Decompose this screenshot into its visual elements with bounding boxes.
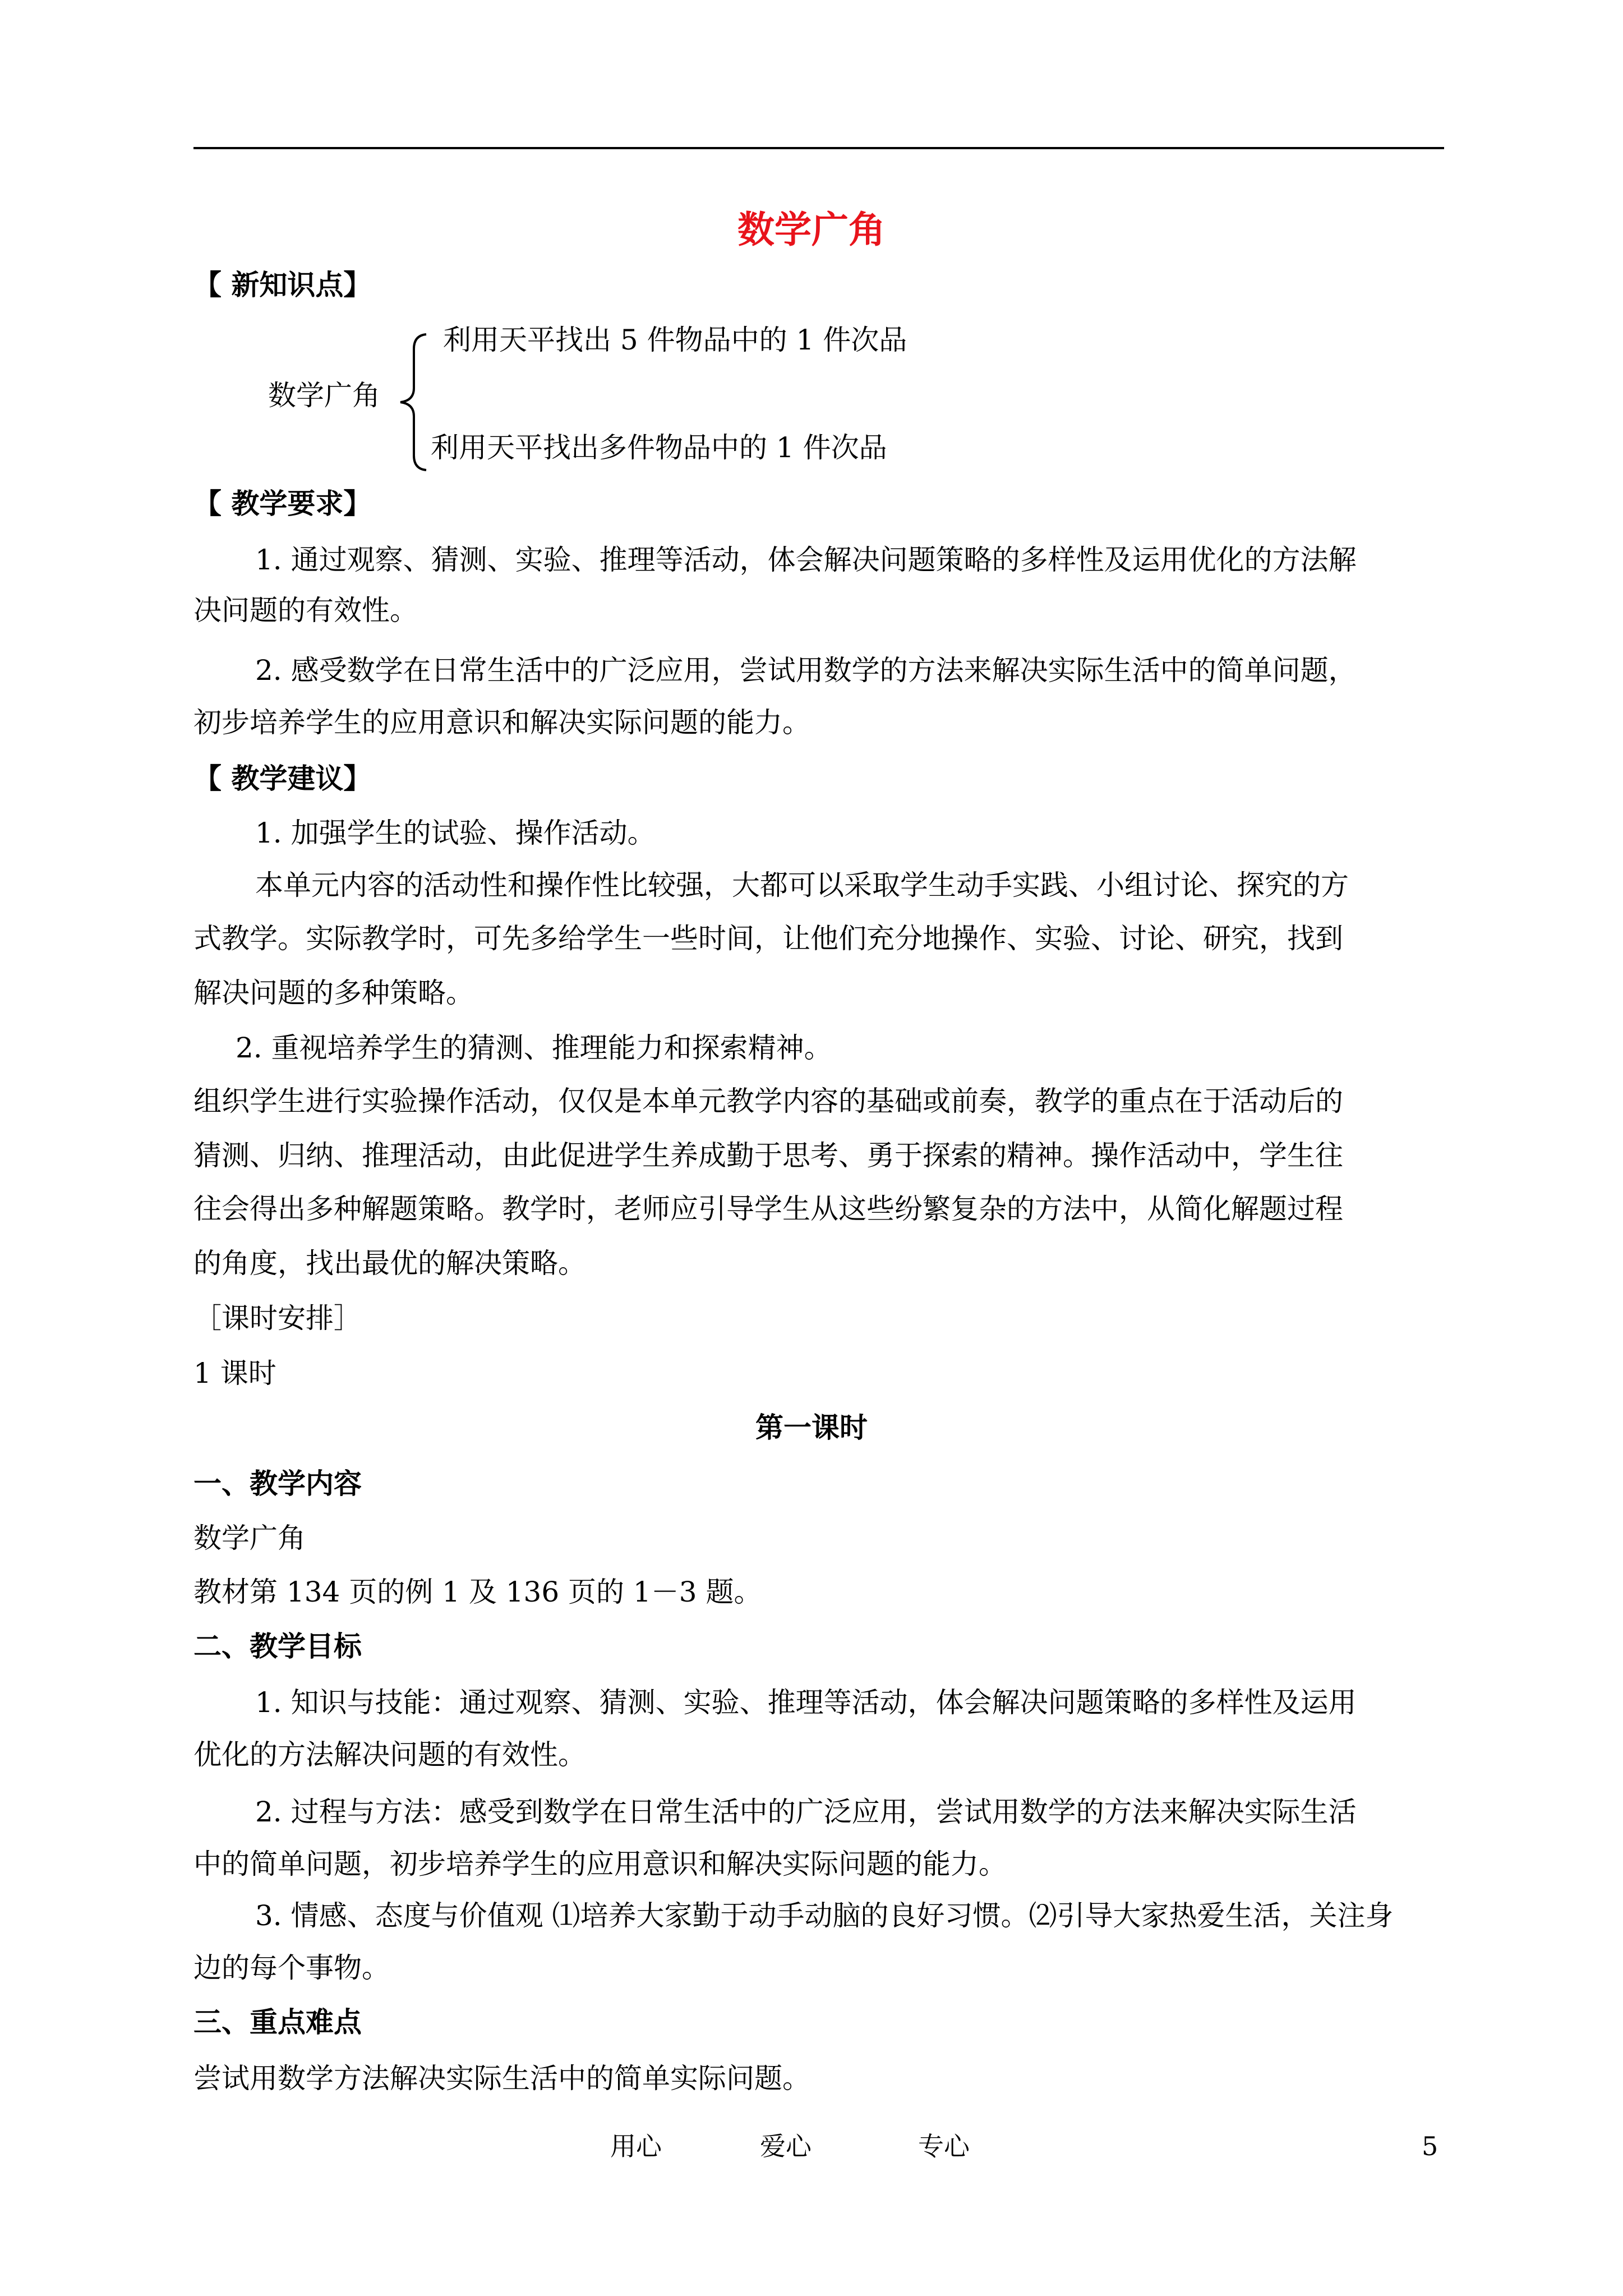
new-knowledge-heading: 【 新知识点】 <box>193 269 372 301</box>
goal-1-line-2: 优化的方法解决问题的有效性。 <box>193 1738 586 1771</box>
content-item-1: 数学广角 <box>193 1522 306 1554</box>
suggestion-2: 2. 重视培养学生的猜测、推理能力和探索精神。 <box>236 1032 832 1064</box>
key-points-heading: 三、重点难点 <box>193 2006 362 2039</box>
page-number: 5 <box>1422 2131 1438 2161</box>
suggestion-2-paragraph-line-3: 往会得出多种解题策略。教学时，老师应引导学生从这些纷繁复杂的方法中，从简化解题过程 <box>193 1193 1343 1225</box>
diagram-root: 数学广角 <box>268 379 380 412</box>
page-title: 数学广角 <box>737 208 886 251</box>
suggestions-heading: 【 教学建议】 <box>193 762 372 795</box>
requirements-heading: 【 教学要求】 <box>193 487 372 520</box>
schedule-value: 1 课时 <box>193 1357 276 1389</box>
diagram-branch-1: 利用天平找出 5 件物品中的 1 件次品 <box>443 324 907 356</box>
goal-2-line-2: 中的简单问题，初步培养学生的应用意识和解决实际问题的能力。 <box>193 1848 1007 1880</box>
footer-motto-2: 爱心 <box>760 2131 811 2161</box>
goal-2-line-1: 2. 过程与方法：感受到数学在日常生活中的广泛应用，尝试用数学的方法来解决实际生活 <box>255 1796 1357 1828</box>
goal-3-line-2: 边的每个事物。 <box>193 1952 390 1984</box>
goals-heading: 二、教学目标 <box>193 1630 362 1663</box>
goal-3-line-1: 3. 情感、态度与价值观 ⑴培养大家勤于动手动脑的良好习惯。⑵引导大家热爱生活，关注身 <box>255 1899 1394 1932</box>
goal-1-line-1: 1. 知识与技能：通过观察、猜测、实验、推理等活动，体会解决问题策略的多样性及运用 <box>255 1686 1357 1719</box>
content-item-2: 教材第 134 页的例 1 及 136 页的 1－3 题。 <box>193 1576 762 1608</box>
requirement-2-line-1: 2. 感受数学在日常生活中的广泛应用，尝试用数学的方法来解决实际生活中的简单问题， <box>255 654 1357 687</box>
suggestion-1-paragraph-line-1: 本单元内容的活动性和操作性比较强，大都可以采取学生动手实践、小组讨论、探究的方 <box>255 869 1349 901</box>
curly-brace-icon <box>393 332 432 472</box>
suggestion-2-paragraph-line-2: 猜测、归纳、推理活动，由此促进学生养成勤于思考、勇于探索的精神。操作活动中，学生往 <box>193 1139 1343 1172</box>
content-heading: 一、教学内容 <box>193 1467 362 1500</box>
suggestion-1-paragraph-line-3: 解决问题的多种策略。 <box>193 977 474 1009</box>
requirement-1-line-2: 决问题的有效性。 <box>193 594 418 627</box>
lesson-title: 第一课时 <box>755 1411 868 1444</box>
footer-motto-1: 用心 <box>610 2131 662 2161</box>
suggestion-1-paragraph-line-2: 式教学。实际教学时，可先多给学生一些时间，让他们充分地操作、实验、讨论、研究，找到 <box>193 922 1343 955</box>
suggestion-1: 1. 加强学生的试验、操作活动。 <box>255 817 656 849</box>
requirement-2-line-2: 初步培养学生的应用意识和解决实际问题的能力。 <box>193 706 810 739</box>
suggestion-2-paragraph-line-1: 组织学生进行实验操作活动，仅仅是本单元教学内容的基础或前奏，教学的重点在于活动后的 <box>193 1085 1343 1117</box>
schedule-heading: ［课时安排］ <box>193 1302 362 1335</box>
header-rule <box>193 147 1444 149</box>
key-points-item-1: 尝试用数学方法解决实际生活中的简单实际问题。 <box>193 2062 810 2095</box>
footer-motto-3: 专心 <box>918 2131 970 2161</box>
suggestion-2-paragraph-line-4: 的角度，找出最优的解决策略。 <box>193 1247 586 1280</box>
requirement-1-line-1: 1. 通过观察、猜测、实验、推理等活动，体会解决问题策略的多样性及运用优化的方法解 <box>255 544 1357 576</box>
diagram-branch-2: 利用天平找出多件物品中的 1 件次品 <box>431 431 887 464</box>
